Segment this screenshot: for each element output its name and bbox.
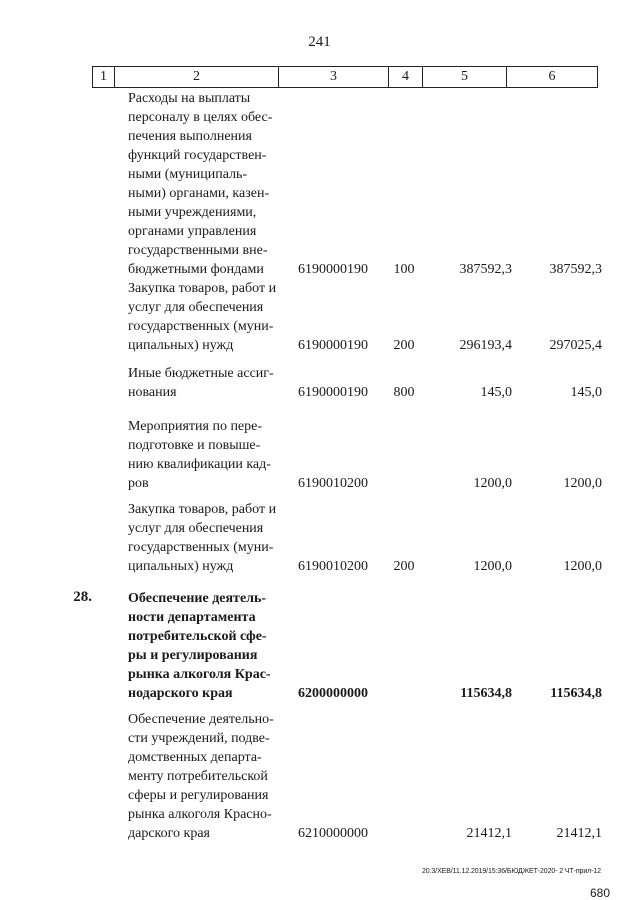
footer-stamp: 20.3/ХЕВ/11.12.2019/15:36/БЮДЖЕТ-2020- 2 ЧТ-прил-12 (422, 868, 601, 875)
row-description (128, 279, 284, 355)
header-col-3: 3 (279, 67, 389, 87)
row-code: 6190000190 (298, 262, 368, 277)
row-value-2020: 1200,0 (473, 559, 512, 574)
row-code: 6200000000 (298, 686, 368, 701)
description-line: функций государствен- (128, 148, 267, 163)
row-expense-type: 200 (393, 559, 415, 574)
description-line: потребительской сфе- (128, 629, 267, 644)
description-line: ными) органами, казен- (128, 186, 270, 201)
row-description (128, 417, 284, 493)
row-code: 6190000190 (298, 385, 368, 400)
description-line: рынка алкоголя Красно- (128, 807, 272, 822)
description-line: ными учреждениями, (128, 205, 257, 220)
description-line: бюджетными фондами (128, 262, 264, 277)
row-value-2021: 145,0 (570, 385, 602, 400)
row-value-2020: 115634,8 (460, 686, 512, 701)
description-line: подготовке и повыше- (128, 438, 261, 453)
header-col-2: 2 (115, 67, 279, 87)
description-line: услуг для обеспечения (128, 521, 264, 536)
description-line: государственных (муни- (128, 319, 274, 334)
header-col-5: 5 (423, 67, 507, 87)
description-line: ципальных) нужд (128, 338, 234, 353)
row-description (128, 364, 284, 402)
row-description (128, 710, 284, 843)
row-expense-type: 800 (393, 385, 415, 400)
row-value-2020: 145,0 (480, 385, 512, 400)
header-col-6: 6 (548, 69, 556, 84)
description-line: домственных департа- (128, 750, 262, 765)
description-line: нию квалификации кад- (128, 457, 271, 472)
description-line: ры и регулирования (128, 648, 258, 663)
row-code: 6190010200 (298, 476, 368, 491)
row-value-2021: 1200,0 (563, 559, 602, 574)
description-line: нования (128, 385, 177, 400)
row-code: 6190000190 (298, 338, 368, 353)
row-description (128, 500, 284, 576)
row-value-2020: 21412,1 (466, 826, 512, 841)
row-value-2020: 387592,3 (459, 262, 512, 277)
description-line: дарского края (128, 826, 210, 841)
row-value-2021: 21412,1 (556, 826, 602, 841)
description-line: ципальных) нужд (128, 559, 234, 574)
description-line: Иные бюджетные ассиг- (128, 366, 274, 381)
row-value-2020: 1200,0 (473, 476, 512, 491)
description-line: ными (муниципаль- (128, 167, 248, 182)
row-expense-type: 100 (393, 262, 415, 277)
description-line: государственными вне- (128, 243, 268, 258)
page-number: 241 (308, 34, 331, 50)
row-value-2021: 297025,4 (549, 338, 602, 353)
row-code: 6190010200 (298, 559, 368, 574)
description-line: государственных (муни- (128, 540, 274, 555)
description-line: менту потребительской (128, 769, 268, 784)
row-value-2021: 115634,8 (550, 686, 602, 701)
description-line: Закупка товаров, работ и (128, 502, 277, 517)
row-value-2020: 296193,4 (459, 338, 512, 353)
header-col-4: 4 (389, 67, 423, 87)
row-value-2021: 387592,3 (549, 262, 602, 277)
description-line: ров (128, 476, 149, 491)
description-line: персоналу в целях обес- (128, 110, 273, 125)
row-code: 6210000000 (298, 826, 368, 841)
table-header (92, 66, 598, 88)
description-line: сти учреждений, подве- (128, 731, 270, 746)
description-line: ности департамента (128, 610, 256, 625)
description-line: печения выполнения (128, 129, 252, 144)
row-value-2021: 1200,0 (563, 476, 602, 491)
description-line: нодарского края (128, 686, 233, 701)
description-line: Мероприятия по пере- (128, 419, 263, 434)
row-description (128, 89, 284, 279)
corner-page-mark: 680 (590, 886, 611, 900)
row-description (128, 589, 284, 703)
header-col-1: 1 (93, 67, 115, 87)
description-line: органами управления (128, 224, 257, 239)
description-line: рынка алкоголя Крас- (128, 667, 271, 682)
row-expense-type: 200 (393, 338, 415, 353)
description-line: сферы и регулирования (128, 788, 269, 803)
description-line: Закупка товаров, работ и (128, 281, 277, 296)
description-line: Расходы на выплаты (128, 91, 251, 106)
row-number: 28. (73, 589, 92, 605)
description-line: услуг для обеспечения (128, 300, 264, 315)
description-line: Обеспечение деятельно- (128, 712, 274, 727)
description-line: Обеспечение деятель- (128, 591, 267, 606)
